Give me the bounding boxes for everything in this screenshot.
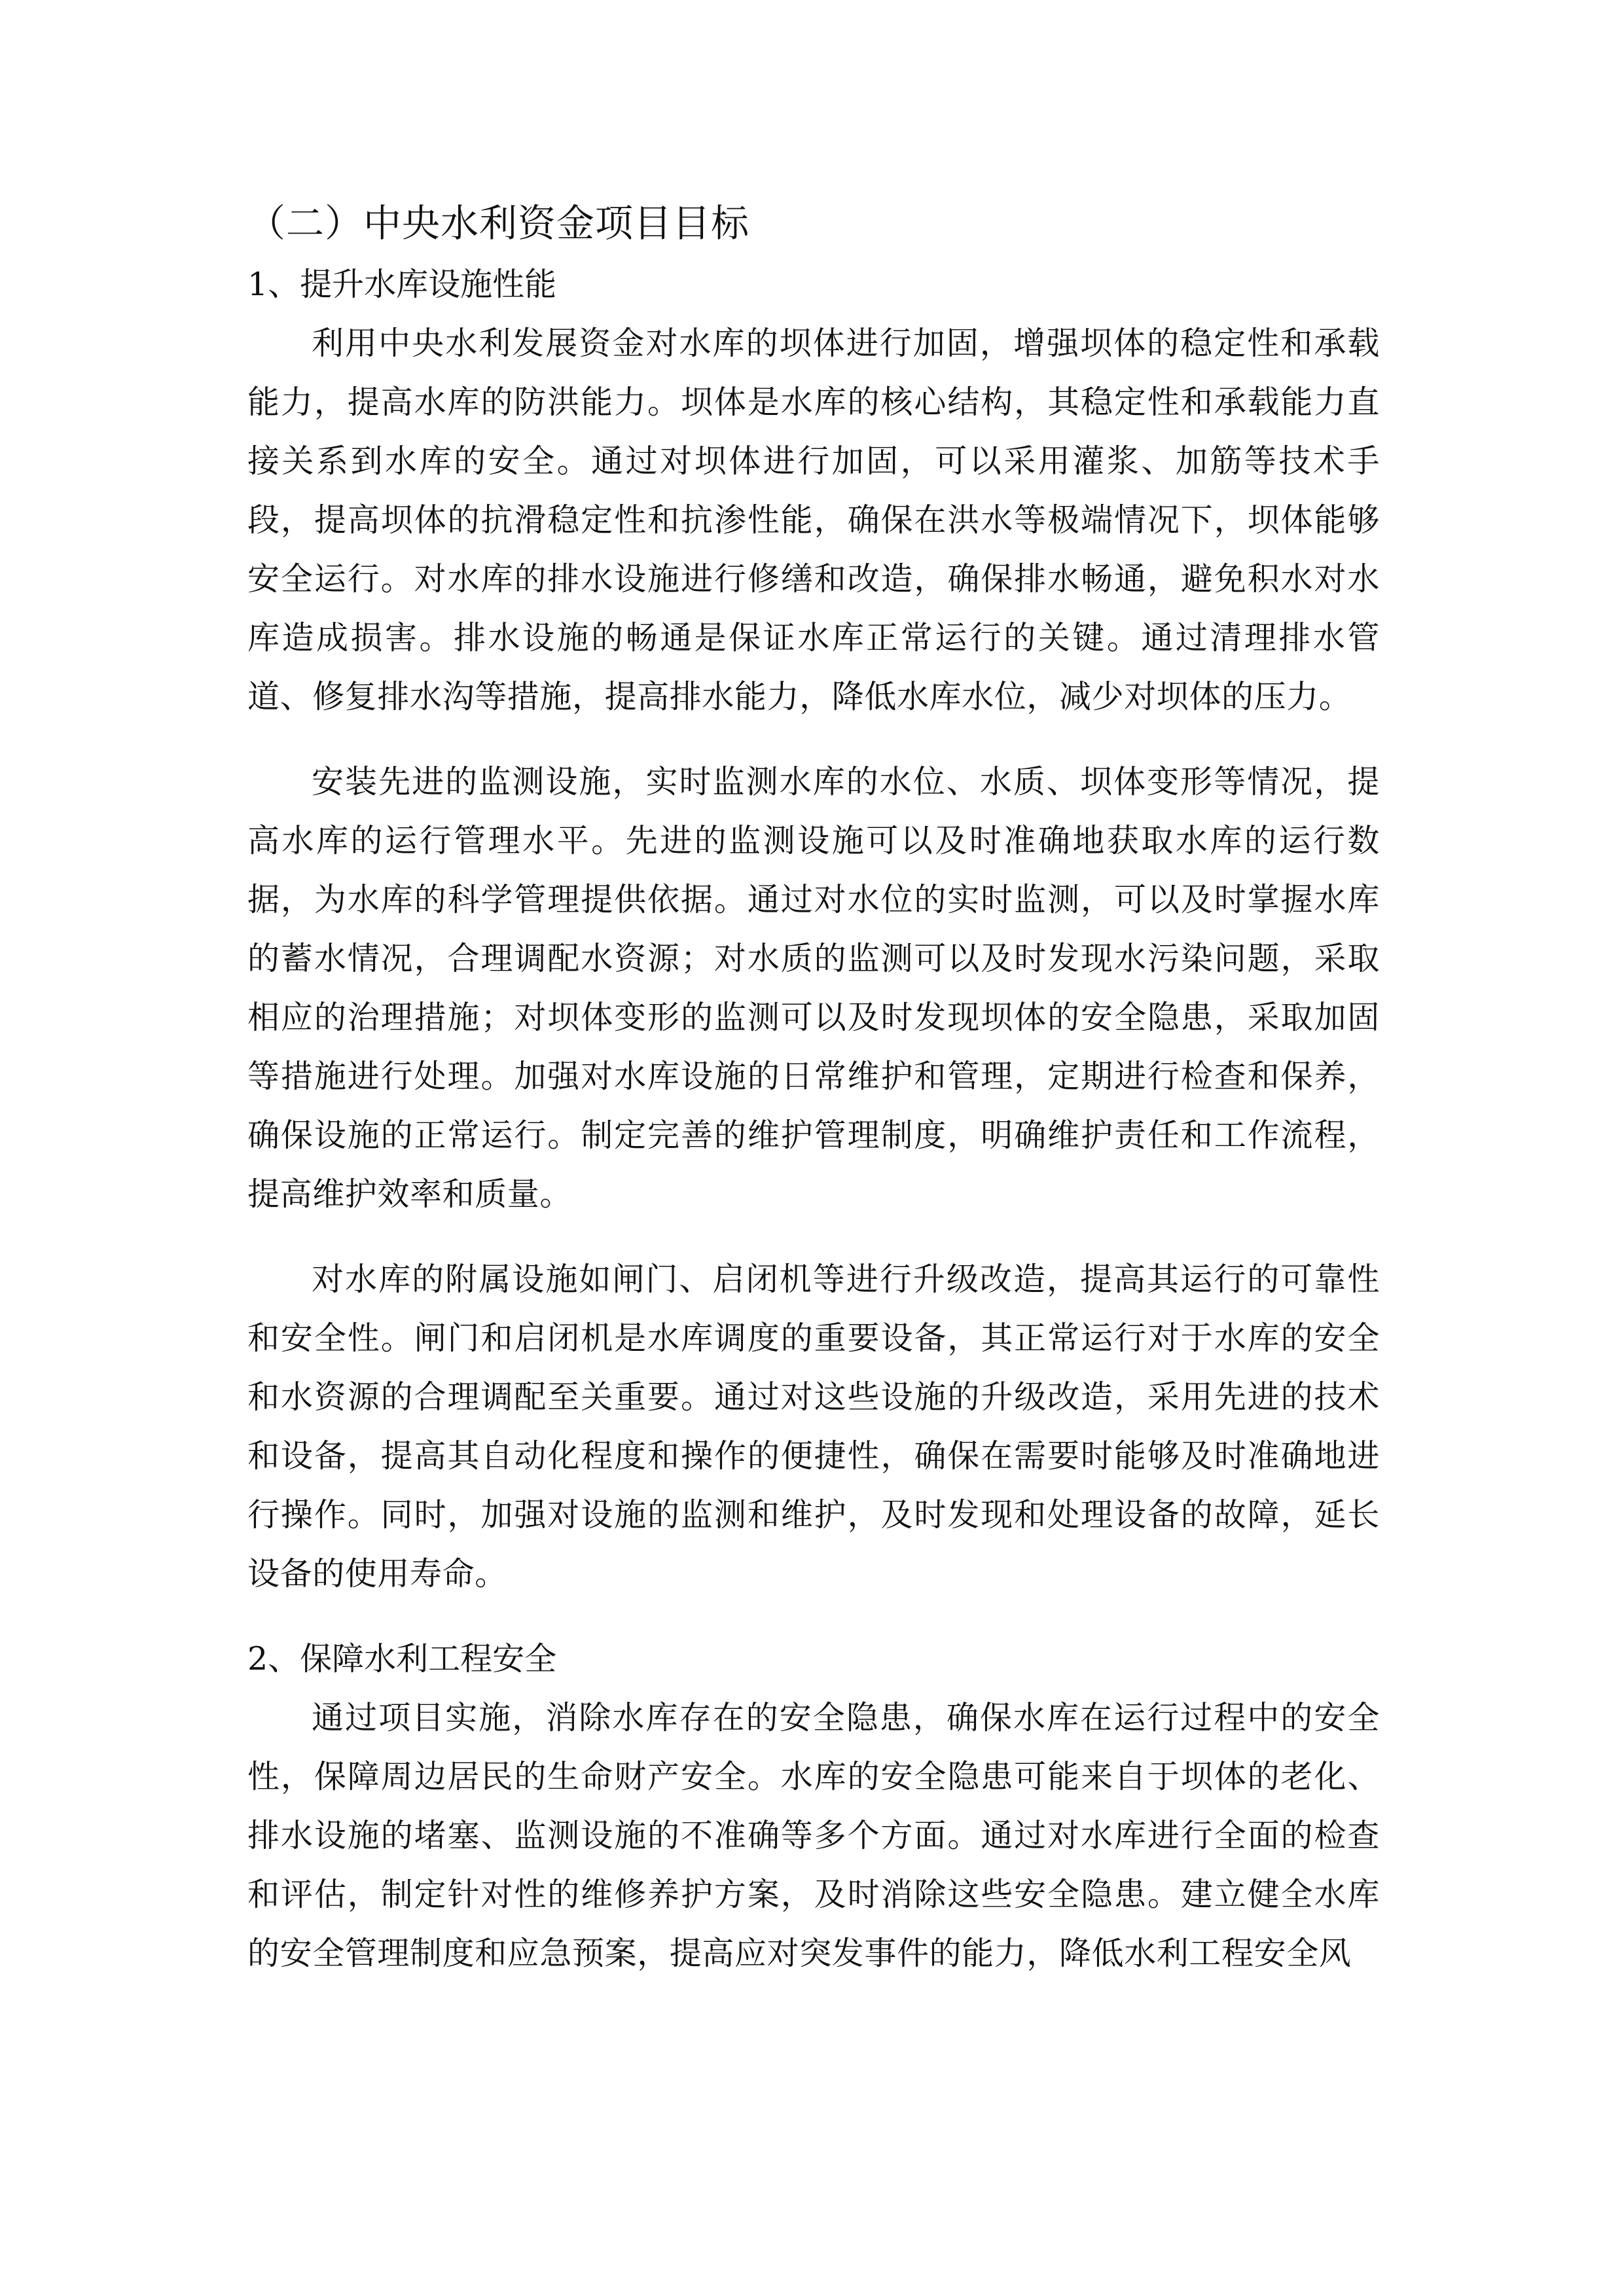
document-body: [247, 194, 1380, 1983]
paragraph-dam-reinforcement: 利用中央水利发展资金对水库的坝体进行加固，增强坝体的稳定性和承载能力，提高水库的防洪能力。坝体是水库的核心结构，其稳定性和承载能力直接关系到水库的安全。通过对坝体进行加固，可以采用灌浆、加筋等技术手段，提高坝体的抗滑稳定性和抗渗性能，确保在洪水等极端情况下，坝体能够安全运行。对水库的排水设施进行修缮和改造，确保排水畅通，避免积水对水库造成损害。排水设施的畅通是保证水库正常运行的关键。通过清理排水管道、修复排水沟等措施，提高排水能力，降低水库水位，减少对坝体的压力。: [247, 325, 1380, 715]
heading-ensure-project-safety: 2、保障水利工程安全: [247, 1640, 557, 1677]
paragraph-monitoring-facilities: 安装先进的监测设施，实时监测水库的水位、水质、坝体变形等情况，提高水库的运行管理水平。先进的监测设施可以及时准确地获取水库的运行数据，为水库的科学管理提供依据。通过对水位的实时监测，可以及时掌握水库的蓄水情况，合理调配水资源；对水质的监测可以及时发现水污染问题，采取相应的治理措施；对坝体变形的监测可以及时发现坝体的安全隐患，采取加固等措施进行处理。加强对水库设施的日常维护和管理，定期进行检查和保养，确保设施的正常运行。制定完善的维护管理制度，明确维护责任和工作流程，提高维护效率和质量。: [247, 763, 1380, 1213]
section-title: （二）中央水利资金项目目标: [247, 201, 750, 245]
heading-improve-reservoir-facilities: 1、提升水库设施性能: [247, 266, 557, 303]
paragraph-auxiliary-facilities: 对水库的附属设施如闸门、启闭机等进行升级改造，提高其运行的可靠性和安全性。闸门和启闭机是水库调度的重要设备，其正常运行对于水库的安全和水资源的合理调配至关重要。通过对这些设施的升级改造，采用先进的技术和设备，提高其自动化程度和操作的便捷性，确保在需要时能够及时准确地进行操作。同时，加强对设施的监测和维护，及时发现和处理设备的故障，延长设备的使用寿命。: [247, 1261, 1380, 1592]
paragraph-eliminate-hazards: 通过项目实施，消除水库存在的安全隐患，确保水库在运行过程中的安全性，保障周边居民的生命财产安全。水库的安全隐患可能来自于坝体的老化、排水设施的堵塞、监测设施的不准确等多个方面。通过对水库进行全面的检查和评估，制定针对性的维修养护方案，及时消除这些安全隐患。建立健全水库的安全管理制度和应急预案，提高应对突发事件的能力，降低水利工程安全风: [247, 1699, 1380, 1972]
